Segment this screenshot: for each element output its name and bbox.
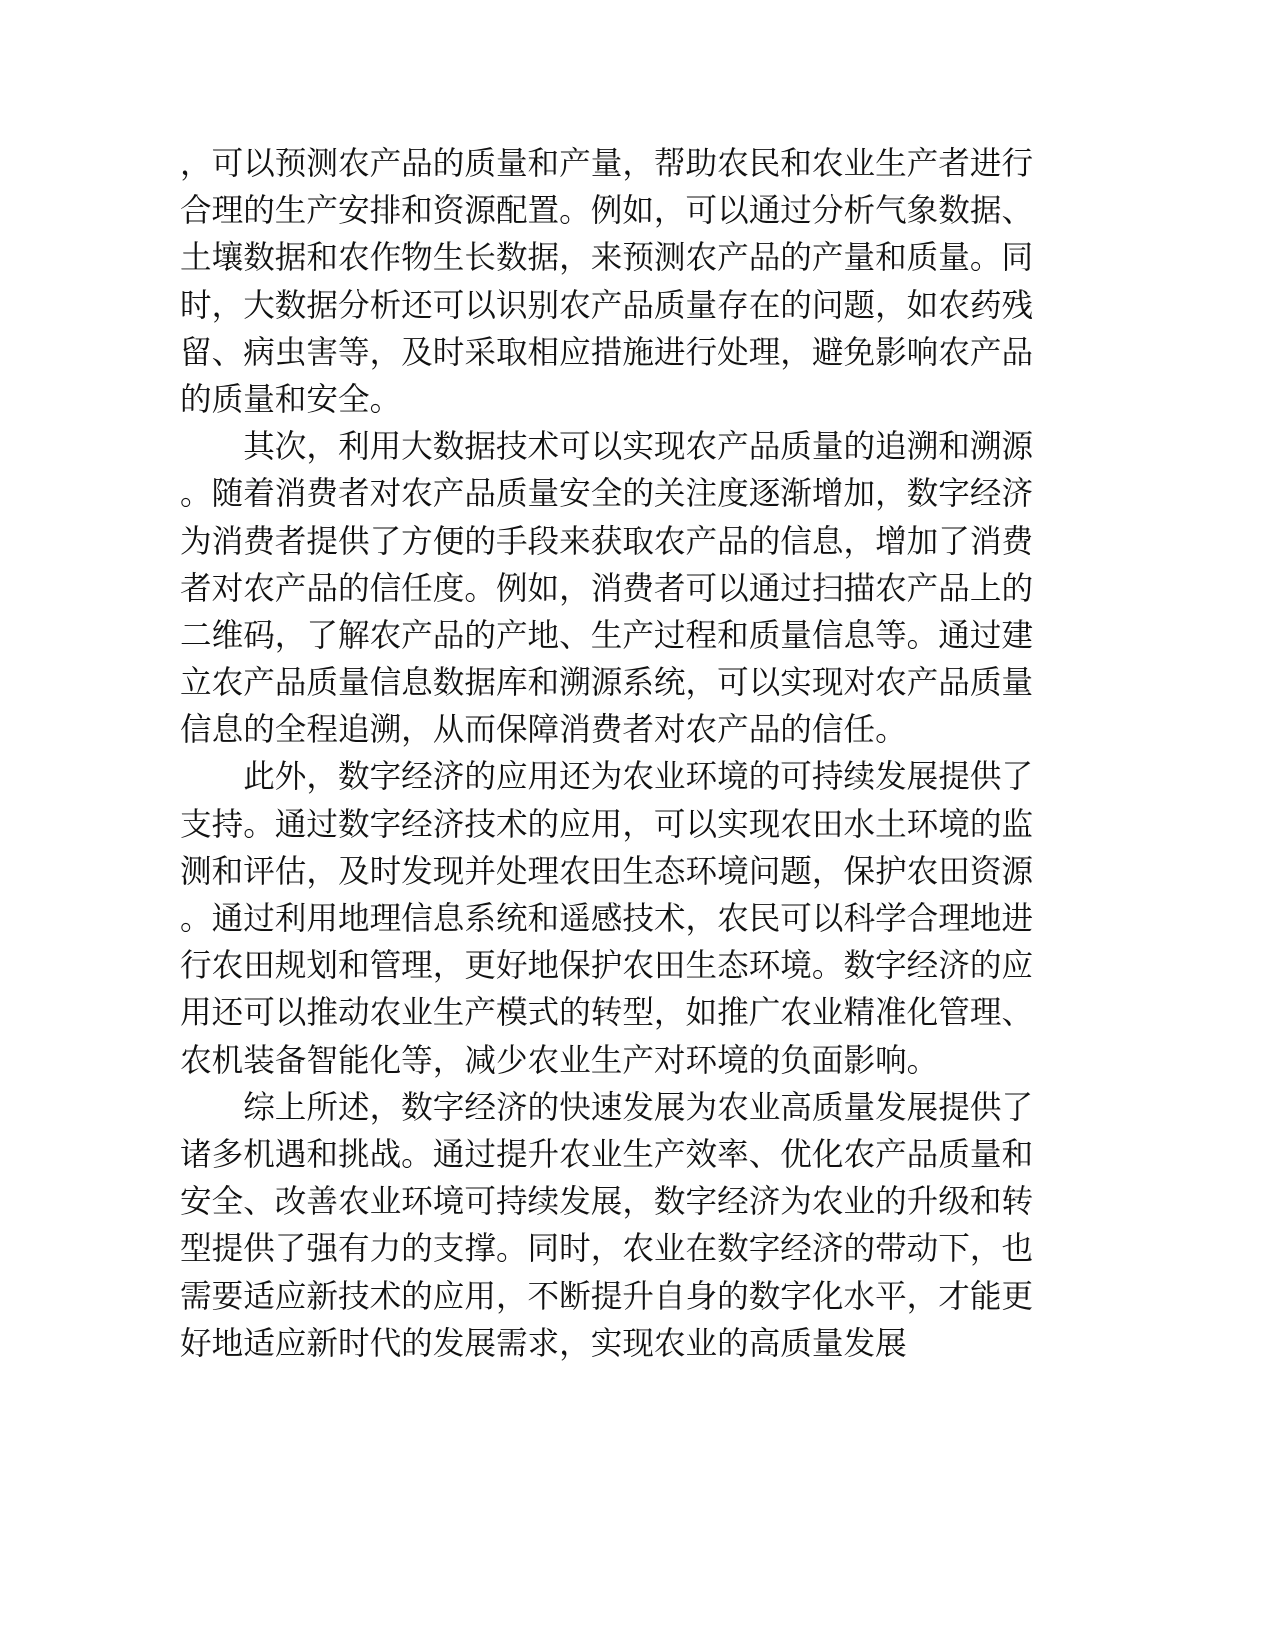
text-line: 的质量和安全。 xyxy=(180,381,402,418)
paragraph xyxy=(180,424,1040,754)
text-line: 时，大数据分析还可以识别农产品质量存在的问题，如农药残 xyxy=(180,287,1034,324)
text-line: 为消费者提供了方便的手段来获取农产品的信息，增加了消费 xyxy=(180,523,1034,560)
text-line: 。通过利用地理信息系统和遥感技术，农民可以科学合理地进 xyxy=(180,901,1034,937)
document-body xyxy=(180,141,1040,1368)
text-line: 留、病虫害等，及时采取相应措施进行处理，避免影响农产品 xyxy=(180,334,1034,371)
text-line: 立农产品质量信息数据库和溯源系统，可以实现对农产品质量 xyxy=(180,665,1034,702)
text-line: 二维码，了解农产品的产地、生产过程和质量信息等。通过建 xyxy=(180,617,1034,654)
text-line: 需要适应新技术的应用，不断提升自身的数字化水平，才能更 xyxy=(180,1278,1034,1315)
text-line: 测和评估，及时发现并处理农田生态环境问题，保护农田资源 xyxy=(180,853,1034,890)
text-line: 好地适应新时代的发展需求，实现农业的高质量发展 xyxy=(180,1325,907,1362)
paragraph xyxy=(180,754,1040,1084)
text-line: 型提供了强有力的支撑。同时，农业在数字经济的带动下，也 xyxy=(180,1231,1034,1268)
text-line: 土壤数据和农作物生长数据，来预测农产品的产量和质量。同 xyxy=(180,240,1034,277)
text-line: 农机装备智能化等，减少农业生产对环境的负面影响。 xyxy=(180,1042,939,1079)
text-line: 。随着消费者对农产品质量安全的关注度逐渐增加，数字经济 xyxy=(180,476,1034,513)
text-line: 信息的全程追溯，从而保障消费者对农产品的信任。 xyxy=(180,712,907,749)
text-line: 行农田规划和管理，更好地保护农田生态环境。数字经济的应 xyxy=(180,948,1034,985)
paragraph xyxy=(180,141,1040,424)
text-line: 支持。通过数字经济技术的应用，可以实现农田水土环境的监 xyxy=(180,806,1034,843)
text-line: 此外，数字经济的应用还为农业环境的可持续发展提供了 xyxy=(243,759,1034,796)
text-line: 安全、改善农业环境可持续发展，数字经济为农业的升级和转 xyxy=(180,1184,1034,1221)
text-line: 用还可以推动农业生产模式的转型，如推广农业精准化管理、 xyxy=(180,995,1034,1032)
text-line: 者对农产品的信任度。例如，消费者可以通过扫描农产品上的 xyxy=(180,570,1034,607)
paragraph xyxy=(180,1085,1040,1368)
text-line: 综上所述，数字经济的快速发展为农业高质量发展提供了 xyxy=(243,1089,1034,1126)
text-line: 合理的生产安排和资源配置。例如，可以通过分析气象数据、 xyxy=(180,193,1034,230)
text-line: ，可以预测农产品的质量和产量，帮助农民和农业生产者进行 xyxy=(180,146,1034,182)
text-line: 诸多机遇和挑战。通过提升农业生产效率、优化农产品质量和 xyxy=(180,1136,1034,1173)
text-line: 其次，利用大数据技术可以实现农产品质量的追溯和溯源 xyxy=(243,429,1034,466)
